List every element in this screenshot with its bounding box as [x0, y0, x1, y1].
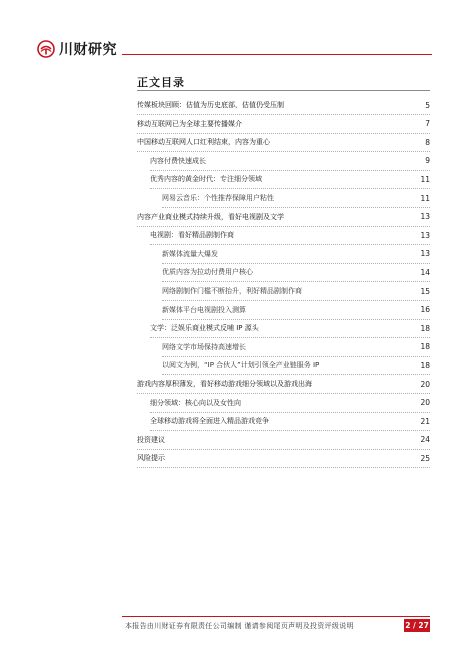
brand-name: 川财研究 [59, 42, 117, 58]
toc-entry[interactable] [162, 282, 430, 301]
toc-entry-page: 9 [425, 156, 430, 166]
sc-logo-icon [37, 40, 55, 58]
toc-title-divider [137, 90, 430, 91]
toc-entry-page: 13 [420, 249, 430, 259]
toc-entry-page: 14 [420, 267, 430, 277]
toc-entry-title: 新媒体平台电视剧投入测算 [162, 305, 246, 314]
toc-entry-page: 18 [420, 360, 430, 370]
toc-entry-page: 7 [425, 119, 430, 129]
toc-entry-title: 移动互联网已为全球主要传播媒介 [137, 119, 242, 128]
toc-entry-title: 优秀内容的黄金时代：专注细分领域 [150, 175, 262, 184]
toc-entry-title: 传媒板块回顾：估值为历史底部，估值仍受压制 [137, 101, 284, 109]
toc-entry-title: 电视剧：看好精品剧制作商 [150, 231, 234, 240]
toc-entry-page: 13 [420, 230, 430, 240]
toc-entry-page: 11 [420, 174, 430, 184]
toc-entry[interactable] [137, 96, 430, 115]
toc-entry[interactable] [162, 301, 430, 320]
toc-entry[interactable] [137, 133, 430, 152]
toc-entry[interactable] [162, 263, 430, 282]
toc-entry-title: 网易云音乐：个性推荐保障用户粘性 [162, 194, 274, 202]
toc-entry[interactable] [150, 152, 430, 171]
toc-entry[interactable] [162, 356, 430, 375]
footer-disclaimer: 本报告由川财证券有限责任公司编制 谨请参阅尾页声明及投资评级说明 [125, 622, 354, 630]
toc-entry-page: 20 [420, 398, 430, 408]
toc-entry-title: 投资建议 [137, 435, 165, 444]
page-header [0, 0, 474, 64]
toc-entry-title: 以阅文为例，“IP 合伙人”计划引领全产业链服务 IP [162, 361, 320, 370]
toc-entry-page: 11 [420, 193, 430, 203]
toc-entry-title: 游戏内容厚积薄发，看好移动游戏细分领域以及游戏出海 [137, 380, 312, 388]
toc-entry[interactable] [150, 226, 430, 245]
toc-entry-title: 细分领域：核心向以及女性向 [150, 398, 241, 407]
toc-entry[interactable] [162, 245, 430, 264]
toc-entry[interactable] [162, 338, 430, 357]
toc-title: 正文目录 [137, 76, 185, 89]
toc-entry-page: 18 [420, 323, 430, 333]
toc-entry-page: 16 [420, 305, 430, 315]
toc-entry-page: 24 [420, 435, 430, 445]
toc-entry[interactable] [150, 394, 430, 413]
toc-entry-page: 13 [420, 212, 430, 222]
toc-entry-title: 新媒体流量大爆发 [162, 249, 218, 258]
toc-entry-title: 风险提示 [137, 454, 165, 463]
toc-entry-page: 20 [420, 379, 430, 389]
toc-entry-title: 优质内容为拉动付费用户核心 [162, 268, 253, 277]
toc-entry[interactable] [162, 189, 430, 208]
toc-entry[interactable] [137, 115, 430, 134]
page-number-badge: 2 / 27 [405, 621, 429, 630]
header-divider [122, 54, 432, 55]
toc-entry-title: 文学：泛娱乐商业模式反哺 IP 源头 [150, 324, 259, 333]
toc-entry-page: 15 [420, 286, 430, 296]
toc-entry[interactable] [137, 375, 430, 394]
toc-entry[interactable] [150, 319, 430, 338]
toc-entry-title: 全球移动游戏将全面进入精品游戏竞争 [150, 417, 269, 426]
toc-entry-page: 5 [425, 100, 430, 110]
toc-entry-title: 内容产业商业模式持续升级，看好电视剧及文学 [137, 212, 284, 221]
footer-divider [122, 616, 430, 617]
toc-entry-title: 网络剧制作门槛不断抬升，利好精品剧制作商 [162, 287, 302, 295]
toc-entry[interactable] [137, 208, 430, 227]
toc-entry-page: 8 [425, 137, 430, 147]
toc-entry-title: 内容付费快速成长 [150, 156, 206, 165]
toc-entry-page: 25 [420, 453, 430, 463]
toc-entry[interactable] [150, 412, 430, 431]
toc-entry[interactable] [137, 449, 430, 468]
toc-entry-title: 中国移动互联网人口红利结束，内容为重心 [137, 138, 270, 147]
toc-entry-page: 18 [420, 342, 430, 352]
toc-entry[interactable] [150, 170, 430, 189]
toc-entry[interactable] [137, 431, 430, 450]
toc-entry-page: 21 [420, 416, 430, 426]
toc-entry-title: 网络文学市场保持高速增长 [162, 342, 246, 351]
